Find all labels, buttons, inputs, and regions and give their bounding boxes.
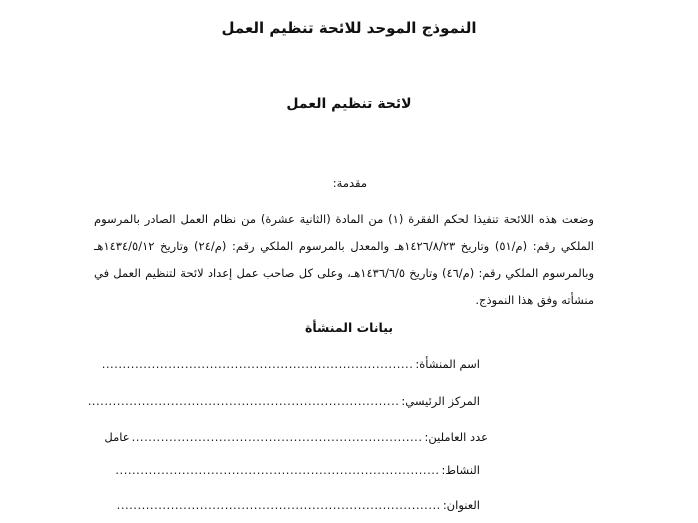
field-label: عدد العاملين: xyxy=(424,430,488,444)
field-label: العنوان: xyxy=(442,498,480,512)
section-heading: بيانات المنشأة xyxy=(304,320,394,335)
field-employee-count xyxy=(104,430,488,444)
field-activity xyxy=(115,463,480,477)
intro-heading: مقدمة: xyxy=(332,176,367,190)
field-dots: .............................................................................. xyxy=(116,498,441,512)
field-establishment-name xyxy=(102,357,480,371)
field-label: النشاط: xyxy=(441,463,480,477)
document-title: النموذج الموحد للائحة تنظيم العمل xyxy=(221,19,477,37)
field-dots: ........................................................................... xyxy=(87,394,400,408)
field-label: اسم المنشأة: xyxy=(415,357,480,371)
document-subtitle: لائحة تنظيم العمل xyxy=(286,96,412,112)
field-dots: .............................................................................. xyxy=(115,463,440,477)
field-label: المركز الرئيسي: xyxy=(401,394,480,408)
field-suffix: عامل xyxy=(104,430,130,444)
field-dots: ...................................................................... xyxy=(131,430,423,444)
field-head-office xyxy=(88,394,480,408)
field-dots: ........................................................................... xyxy=(101,357,414,371)
field-address xyxy=(117,498,480,512)
intro-paragraph: وضعت هذه اللائحة تنفيذا لحكم الفقرة (١) من المادة (الثانية عشرة) من نظام العمل الصادر بالمرسوم الملكي رقم: (م/٥١) وتاريخ ١٤٢٦/٨/٢٣هـ والمعدل بالمرسوم الملكي رقم: (م/٢٤) وتاريخ ١٤٣٤/٥/١٢هـ وبالمرسوم الملكي رقم: (م/٤٦) وتاريخ ١٤٣٦/٦/٥هـ، وعلى كل صاحب عمل إعداد لائحة لتنظيم العمل في منشأته وفق هذا النموذج. xyxy=(94,212,595,307)
